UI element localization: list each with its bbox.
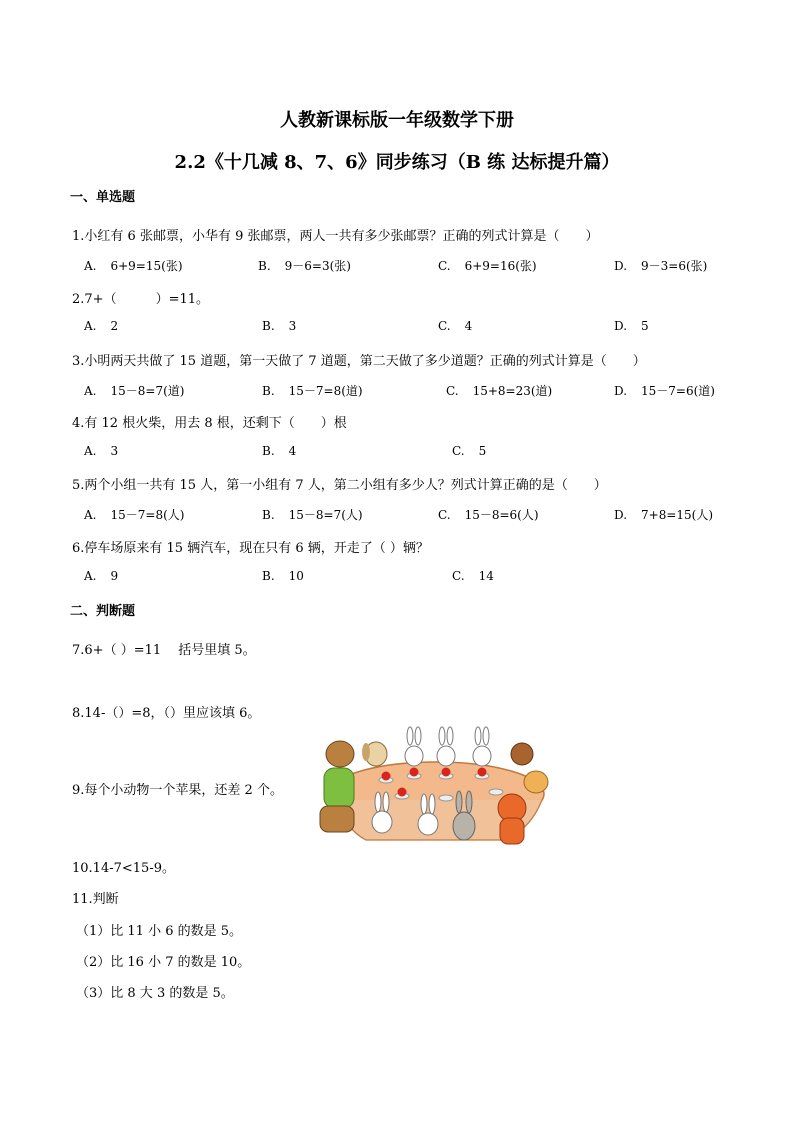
question-5: 5.两个小组一共有 15 人，第一小组有 7 人，第二小组有多少人？列式计算正确的是（ ） — [72, 478, 607, 493]
option-1c[interactable] — [438, 257, 537, 274]
page-subtitle: 2.2《十几减 8、7、6》同步练习（B 练 达标提升篇） — [174, 152, 620, 173]
option-value: 15－8=6(人) — [464, 508, 539, 522]
option-1a[interactable] — [84, 257, 183, 274]
option-value: 6+9=15(张) — [110, 259, 183, 273]
option-label: D. — [614, 508, 628, 522]
option-4c[interactable] — [452, 444, 486, 458]
option-value: 15+8=23(道) — [472, 384, 553, 398]
option-label: C. — [438, 259, 451, 273]
option-2d[interactable] — [614, 319, 649, 333]
option-label: C. — [438, 508, 451, 522]
option-label: B. — [262, 319, 275, 333]
option-2a[interactable] — [84, 319, 118, 333]
option-label: A. — [84, 444, 97, 458]
option-label: A. — [84, 259, 97, 273]
option-value: 9－3=6(张) — [641, 259, 708, 273]
option-label: B. — [262, 508, 275, 522]
option-1d[interactable] — [614, 257, 707, 274]
option-value: 4 — [464, 319, 473, 333]
option-label: A. — [84, 319, 97, 333]
option-value: 15－7=8(道) — [288, 384, 363, 398]
question-2: 2.7+（ ）=11。 — [72, 292, 210, 307]
option-4a[interactable] — [84, 444, 118, 458]
option-value: 3 — [110, 444, 119, 458]
judge-item-7: 7.6+（ ）=11 括号里填 5。 — [72, 643, 256, 658]
judge-item-8: 8.14-（）=8，（）里应该填 6。 — [72, 706, 261, 721]
judge-subitem-1: （1）比 11 小 6 的数是 5。 — [76, 924, 243, 939]
option-value: 4 — [288, 444, 297, 458]
option-5c[interactable] — [438, 506, 539, 523]
option-value: 3 — [288, 319, 297, 333]
option-value: 15－8=7(人) — [288, 508, 363, 522]
option-label: B. — [258, 259, 271, 273]
option-value: 2 — [110, 319, 119, 333]
question-1: 1.小红有 6 张邮票，小华有 9 张邮票，两人一共有多少张邮票？正确的列式计算是（ ） — [72, 229, 599, 244]
option-label: D. — [614, 319, 628, 333]
question-3: 3.小明两天共做了 15 道题，第一天做了 7 道题，第二天做了多少道题？正确的列式计算是（ ） — [72, 354, 646, 369]
section-heading-true-false: 二、判断题 — [70, 604, 136, 619]
option-label: D. — [614, 384, 628, 398]
option-5b[interactable] — [262, 506, 363, 523]
animals-table-illustration — [296, 722, 560, 852]
option-label: C. — [438, 319, 451, 333]
page-title: 人教新课标版一年级数学下册 — [280, 110, 514, 131]
option-value: 7+8=15(人) — [641, 508, 714, 522]
option-5d[interactable] — [614, 506, 713, 523]
option-3b[interactable] — [262, 382, 363, 399]
option-value: 5 — [478, 444, 487, 458]
judge-item-10: 10.14-7<15-9。 — [72, 861, 175, 876]
option-label: D. — [614, 259, 628, 273]
option-label: B. — [262, 384, 275, 398]
section-heading-single-choice: 一、单选题 — [70, 190, 136, 205]
option-value: 9－6=3(张) — [284, 259, 351, 273]
option-2c[interactable] — [438, 319, 472, 333]
option-label: C. — [452, 444, 465, 458]
option-label: A. — [84, 569, 97, 583]
option-label: C. — [446, 384, 459, 398]
option-label: B. — [262, 444, 275, 458]
option-6a[interactable] — [84, 569, 118, 583]
option-value: 9 — [110, 569, 119, 583]
judge-item-9: 9.每个小动物一个苹果，还差 2 个。 — [72, 783, 283, 798]
question-6: 6.停车场原来有 15 辆汽车，现在只有 6 辆，开走了（ ）辆？ — [72, 541, 429, 556]
option-3d[interactable] — [614, 382, 715, 399]
option-label: B. — [262, 569, 275, 583]
option-3a[interactable] — [84, 382, 184, 399]
judge-subitem-3: （3）比 8 大 3 的数是 5。 — [76, 986, 234, 1001]
option-label: C. — [452, 569, 465, 583]
option-value: 15－8=7(道) — [110, 384, 185, 398]
option-value: 5 — [641, 319, 649, 333]
judge-item-11: 11.判断 — [72, 892, 119, 907]
judge-subitem-2: （2）比 16 小 7 的数是 10。 — [76, 955, 251, 970]
option-label: A. — [84, 384, 97, 398]
option-label: A. — [84, 508, 97, 522]
option-6b[interactable] — [262, 569, 304, 583]
option-6c[interactable] — [452, 569, 494, 583]
option-value: 15－7=8(人) — [110, 508, 185, 522]
option-value: 15－7=6(道) — [641, 384, 715, 398]
option-1b[interactable] — [258, 257, 351, 274]
option-2b[interactable] — [262, 319, 296, 333]
option-4b[interactable] — [262, 444, 296, 458]
question-4: 4.有 12 根火柴，用去 8 根，还剩下（ ）根 — [72, 416, 347, 431]
option-value: 10 — [288, 569, 304, 583]
option-3c[interactable] — [446, 382, 552, 399]
option-value: 6+9=16(张) — [464, 259, 537, 273]
option-5a[interactable] — [84, 506, 184, 523]
option-value: 14 — [478, 569, 494, 583]
